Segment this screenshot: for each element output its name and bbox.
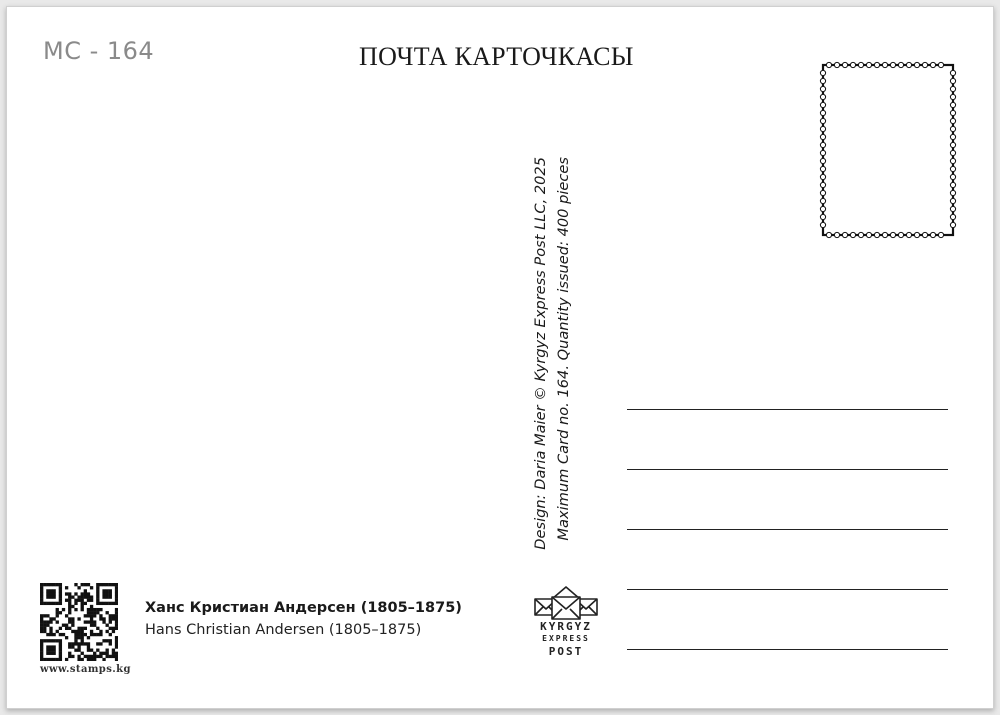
card-code: MC - 164: [43, 37, 155, 65]
credits-line-2: Maximum Card no. 164. Quantity issued: 400 pieces: [555, 157, 572, 541]
subject-name-ru: Ханс Кристиан Андерсен (1805–1875): [145, 600, 462, 616]
address-line: [627, 649, 948, 650]
credits-line-1: Design: Daria Maier © Kyrgyz Express Post LLC, 2025: [532, 157, 549, 550]
address-line: [627, 589, 948, 590]
address-line: [627, 529, 948, 530]
logo-line-2: EXPRESS: [542, 634, 590, 643]
website-url: www.stamps.kg: [40, 664, 131, 675]
logo-line-1: KYRGYZ: [540, 620, 592, 633]
logo-line-3: POST: [548, 645, 584, 658]
address-line: [627, 469, 948, 470]
card-title: ПОЧТА КАРТОЧКАСЫ: [359, 42, 634, 71]
address-line: [627, 409, 948, 410]
postcard: [6, 6, 994, 709]
stamp-placeholder-icon: [819, 61, 957, 243]
qr-code-icon: [40, 583, 118, 665]
subject-name-en: Hans Christian Andersen (1805–1875): [145, 622, 422, 638]
credits-vertical: [529, 157, 589, 561]
